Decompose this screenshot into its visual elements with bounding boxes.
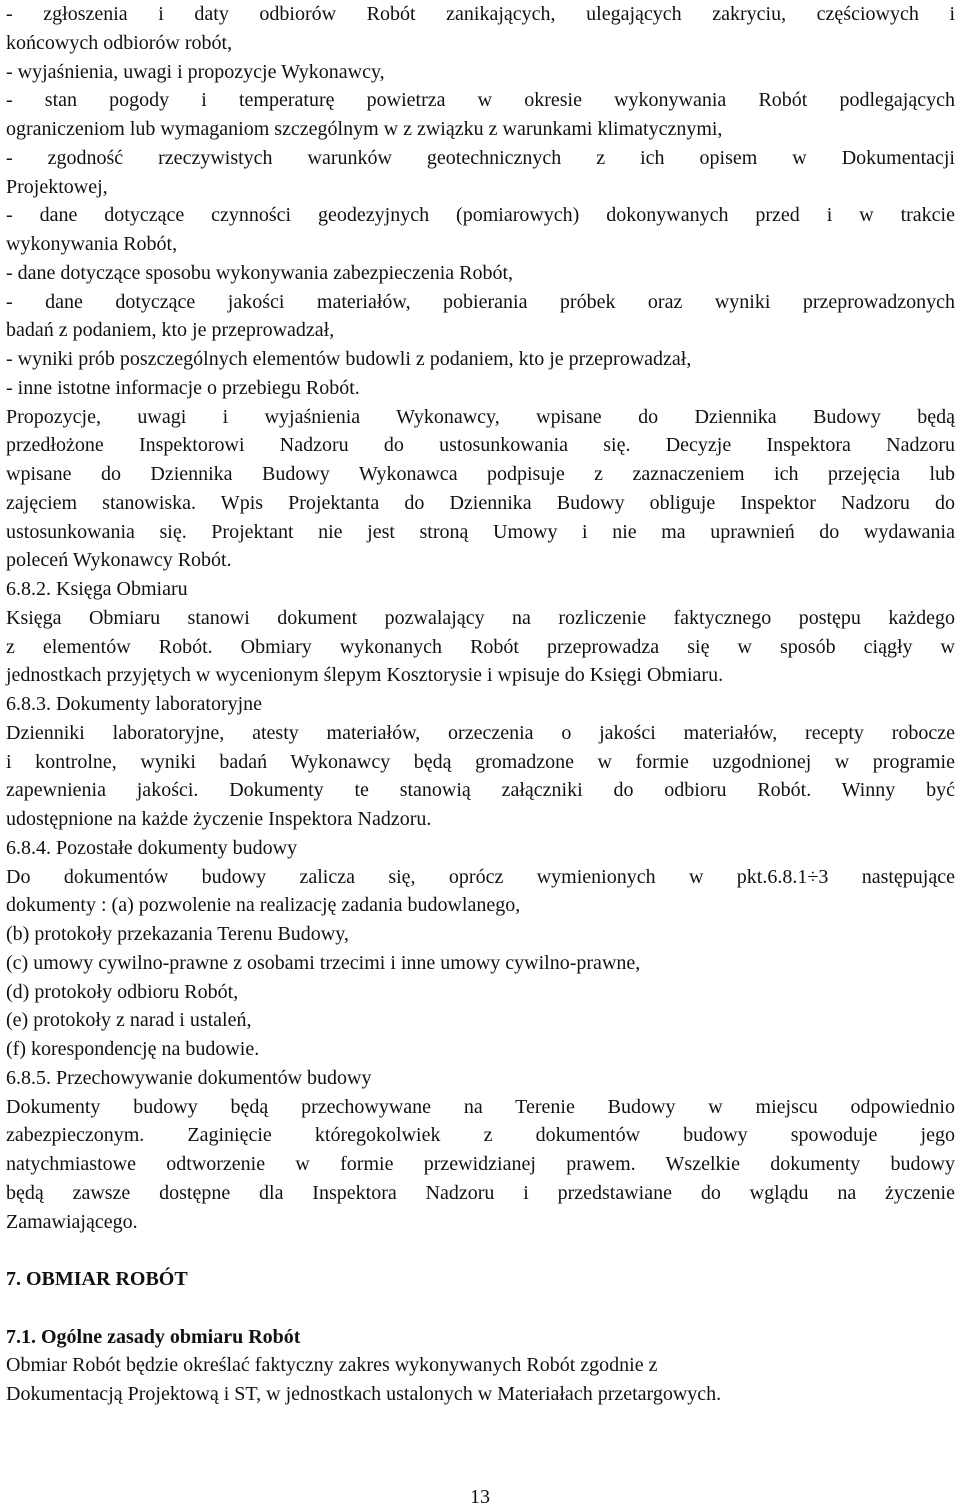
paragraph-line: Dzienniki laboratoryjne, atesty materiałów, orzeczenia o jakości materiałów, recepty robocze [6,721,955,744]
paragraph-line: - zgodność rzeczywistych warunków geotechnicznych z ich opisem w Dokumentacji [6,146,955,169]
paragraph-line: końcowych odbiorów robót, [6,31,233,54]
paragraph-line: Obmiar Robót będzie określać faktyczny zakres wykonywanych Robót zgodnie z [6,1354,658,1377]
paragraph-line: 6.8.2. Księga Obmiaru [6,578,188,600]
paragraph-line: - zgłoszenia i daty odbiorów Robót zanikających, ulegających zakryciu, częściowych i [6,3,955,25]
paragraph-line: dokumenty : (a) pozwolenie na realizację zadania budowlanego, [6,894,521,917]
paragraph-line: przedłożone Inspektorowi Nadzoru do ustosunkowania się. Decyzje Inspektora Nadzoru [6,434,955,457]
paragraph-line: - dane dotyczące sposobu wykonywania zabezpieczenia Robót, [6,261,514,284]
paragraph-line: Dokumenty budowy będą przechowywane na Terenie Budowy w miejscu odpowiednio [6,1095,955,1118]
paragraph-line: poleceń Wykonawcy Robót. [6,549,232,572]
paragraph-line: udostępnione na każde życzenie Inspektora Nadzoru. [6,808,432,830]
paragraph-line: (c) umowy cywilno-prawne z osobami trzecimi i inne umowy cywilno-prawne, [6,951,641,974]
paragraph-line: Propozycje, uwagi i wyjaśnienia Wykonawcy, wpisane do Dziennika Budowy będą [6,405,955,428]
paragraph-line: Do dokumentów budowy zalicza się, oprócz wymienionych w pkt.6.8.1÷3 następujące [6,865,955,888]
paragraph-line: - inne istotne informacje o przebiegu Robót. [6,376,360,399]
subsection-heading: 7.1. Ogólne zasady obmiaru Robót [6,1325,301,1348]
paragraph-line: wykonywania Robót, [6,233,178,255]
paragraph-line: (b) protokoły przekazania Terenu Budowy, [6,923,349,945]
document-page [6,0,955,1409]
paragraph-line: badań z podaniem, kto je przeprowadzał, [6,319,335,342]
paragraph-line: z elementów Robót. Obmiary wykonanych Robót przeprowadza się w sposób ciągły w [6,635,955,658]
paragraph-line: Zamawiającego. [6,1210,138,1233]
paragraph-line: natychmiastowe odtworzenie w formie przewidzianej prawem. Wszelkie dokumenty budowy [6,1153,955,1175]
paragraph-line: będą zawsze dostępne dla Inspektora Nadzoru i przedstawiane do wglądu na życzenie [6,1181,955,1204]
paragraph-line: ograniczeniom lub wymaganiom szczególnym w z związku z warunkami klimatycznymi, [6,118,723,140]
paragraph-line: 6.8.3. Dokumenty laboratoryjne [6,693,263,715]
spacer [6,1294,955,1323]
paragraph-line: wpisane do Dziennika Budowy Wykonawca podpisuje z zaznaczeniem ich przejęcia lub [6,463,955,485]
spacer [6,1236,955,1265]
paragraph-line: Dokumentacją Projektową i ST, w jednostkach ustalonych w Materiałach przetargowych. [6,1383,722,1405]
paragraph-line: - stan pogody i temperaturę powietrza w okresie wykonywania Robót podlegających [6,89,955,112]
paragraph-line: zapewnienia jakości. Dokumenty te stanowią załączniki do odbioru Robót. Winny być [6,779,955,802]
paragraph-line: - dane dotyczące czynności geodezyjnych (pomiarowych) dokonywanych przed i w trakcie [6,204,955,227]
paragraph-line: i kontrolne, wyniki badań Wykonawcy będą gromadzone w formie uzgodnionej w programie [6,750,955,773]
paragraph-line: jednostkach przyjętych w wycenionym ślepym Kosztorysie i wpisuje do Księgi Obmiaru. [6,664,724,687]
paragraph-line: - wyjaśnienia, uwagi i propozycje Wykonawcy, [6,60,385,83]
paragraph-line: zabezpieczonym. Zaginięcie któregokolwiek z dokumentów budowy spowoduje jego [6,1124,955,1147]
paragraph-line: (d) protokoły odbioru Robót, [6,980,239,1003]
section-heading: 7. OBMIAR ROBÓT [6,1268,188,1290]
paragraph-line: 6.8.4. Pozostałe dokumenty budowy [6,836,298,859]
paragraph-line: - dane dotyczące jakości materiałów, pobierania próbek oraz wyniki przeprowadzonych [6,290,955,313]
paragraph-line: Księga Obmiaru stanowi dokument pozwalający na rozliczenie faktycznego postępu każdego [6,606,955,629]
page-number: 13 [470,1486,490,1508]
paragraph-line: (f) korespondencję na budowie. [6,1038,260,1060]
paragraph-line: 6.8.5. Przechowywanie dokumentów budowy [6,1066,372,1089]
body-text [6,0,955,1236]
paragraph-line: ustosunkowania się. Projektant nie jest stroną Umowy i nie ma uprawnień do wydawania [6,520,955,543]
paragraph-line: Projektowej, [6,175,108,198]
paragraph-line: zajęciem stanowiska. Wpis Projektanta do Dziennika Budowy obliguje Inspektor Nadzoru do [6,491,955,514]
paragraph-line: (e) protokoły z narad i ustaleń, [6,1009,252,1032]
paragraph-line: - wyniki prób poszczególnych elementów budowli z podaniem, kto je przeprowadzał, [6,348,692,370]
